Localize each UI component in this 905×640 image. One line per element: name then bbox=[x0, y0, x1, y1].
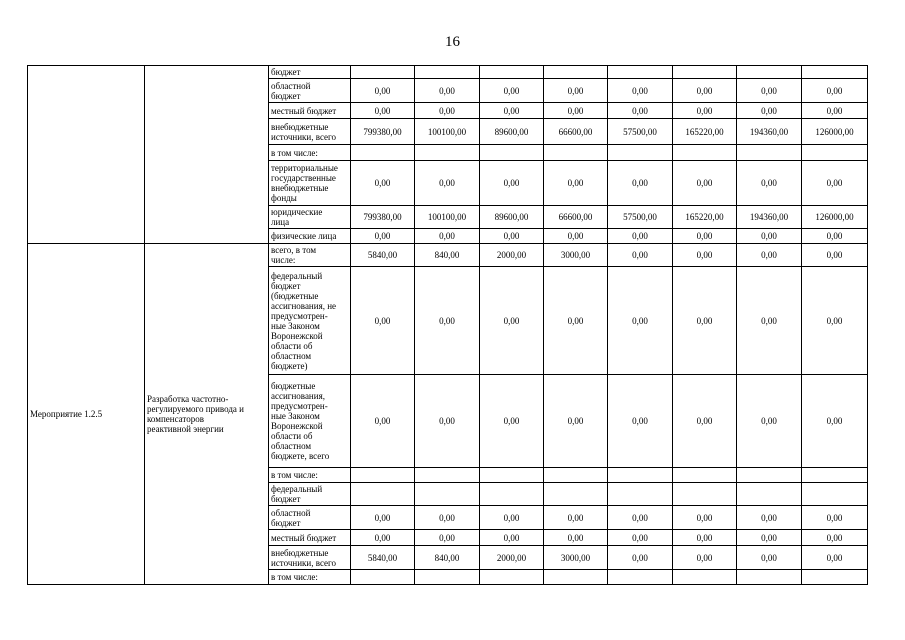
amount-cell: 0,00 bbox=[802, 375, 868, 468]
amount-cell bbox=[608, 483, 673, 506]
amount-cell bbox=[673, 145, 737, 161]
amount-cell: 194360,00 bbox=[737, 206, 802, 229]
amount-cell bbox=[480, 483, 544, 506]
amount-cell bbox=[673, 570, 737, 585]
amount-cell: 0,00 bbox=[480, 375, 544, 468]
table-row bbox=[28, 66, 868, 79]
amount-cell bbox=[673, 468, 737, 483]
amount-cell bbox=[415, 145, 480, 161]
amount-cell: 0,00 bbox=[737, 103, 802, 119]
amount-cell bbox=[415, 483, 480, 506]
amount-cell bbox=[544, 66, 608, 79]
funding-source-cell: областной бюджет bbox=[269, 79, 351, 103]
amount-cell: 0,00 bbox=[480, 530, 544, 546]
amount-cell: 0,00 bbox=[802, 506, 868, 530]
amount-cell: 0,00 bbox=[415, 375, 480, 468]
amount-cell bbox=[415, 570, 480, 585]
amount-cell: 0,00 bbox=[415, 161, 480, 206]
funding-source-cell: местный бюджет bbox=[269, 103, 351, 119]
amount-cell bbox=[608, 468, 673, 483]
amount-cell: 2000,00 bbox=[480, 546, 544, 570]
amount-cell: 5840,00 bbox=[351, 244, 415, 267]
amount-cell: 0,00 bbox=[737, 546, 802, 570]
amount-cell: 0,00 bbox=[802, 79, 868, 103]
amount-cell bbox=[802, 66, 868, 79]
amount-cell: 0,00 bbox=[673, 375, 737, 468]
amount-cell: 0,00 bbox=[480, 506, 544, 530]
funding-source-cell: внебюджетные источники, всего bbox=[269, 119, 351, 145]
amount-cell bbox=[802, 483, 868, 506]
amount-cell: 3000,00 bbox=[544, 244, 608, 267]
table-row bbox=[28, 244, 868, 267]
amount-cell: 0,00 bbox=[737, 267, 802, 375]
measure-description-cell: Разработка частотно- регулируемого привода и компенсаторов реактивной энергии bbox=[145, 244, 269, 585]
amount-cell: 0,00 bbox=[544, 267, 608, 375]
funding-source-cell: бюджет bbox=[269, 66, 351, 79]
amount-cell: 0,00 bbox=[480, 229, 544, 244]
amount-cell bbox=[480, 145, 544, 161]
amount-cell: 126000,00 bbox=[802, 206, 868, 229]
amount-cell bbox=[351, 570, 415, 585]
amount-cell: 0,00 bbox=[802, 161, 868, 206]
amount-cell: 0,00 bbox=[737, 244, 802, 267]
amount-cell: 5840,00 bbox=[351, 546, 415, 570]
amount-cell: 165220,00 bbox=[673, 119, 737, 145]
amount-cell: 66600,00 bbox=[544, 206, 608, 229]
amount-cell bbox=[351, 66, 415, 79]
amount-cell bbox=[544, 570, 608, 585]
amount-cell: 0,00 bbox=[415, 103, 480, 119]
amount-cell bbox=[480, 66, 544, 79]
amount-cell: 840,00 bbox=[415, 244, 480, 267]
amount-cell bbox=[802, 570, 868, 585]
amount-cell bbox=[351, 145, 415, 161]
budget-table bbox=[27, 65, 868, 585]
amount-cell: 840,00 bbox=[415, 546, 480, 570]
amount-cell: 799380,00 bbox=[351, 119, 415, 145]
amount-cell: 0,00 bbox=[802, 103, 868, 119]
amount-cell: 0,00 bbox=[415, 506, 480, 530]
continued-measure-label-cell bbox=[28, 66, 145, 244]
funding-source-cell: всего, в том числе: bbox=[269, 244, 351, 267]
amount-cell: 0,00 bbox=[544, 103, 608, 119]
amount-cell bbox=[351, 468, 415, 483]
amount-cell: 0,00 bbox=[608, 506, 673, 530]
funding-source-cell: юридические лица bbox=[269, 206, 351, 229]
amount-cell bbox=[673, 483, 737, 506]
amount-cell: 194360,00 bbox=[737, 119, 802, 145]
amount-cell bbox=[480, 570, 544, 585]
amount-cell: 0,00 bbox=[673, 229, 737, 244]
amount-cell bbox=[737, 145, 802, 161]
funding-source-cell: федеральный бюджет (бюджетные ассигнования, не предусмотрен- ные Законом Воронежской области об областном бюджете) bbox=[269, 267, 351, 375]
amount-cell bbox=[673, 66, 737, 79]
amount-cell: 0,00 bbox=[415, 267, 480, 375]
amount-cell: 0,00 bbox=[673, 79, 737, 103]
amount-cell: 0,00 bbox=[544, 530, 608, 546]
amount-cell: 0,00 bbox=[673, 267, 737, 375]
amount-cell: 0,00 bbox=[415, 79, 480, 103]
amount-cell bbox=[802, 468, 868, 483]
funding-source-cell: физические лица bbox=[269, 229, 351, 244]
amount-cell: 0,00 bbox=[544, 79, 608, 103]
amount-cell: 66600,00 bbox=[544, 119, 608, 145]
amount-cell bbox=[480, 468, 544, 483]
amount-cell: 0,00 bbox=[737, 530, 802, 546]
funding-source-cell: федеральный бюджет bbox=[269, 483, 351, 506]
amount-cell: 0,00 bbox=[351, 161, 415, 206]
funding-source-cell: областной бюджет bbox=[269, 506, 351, 530]
amount-cell: 0,00 bbox=[415, 229, 480, 244]
amount-cell: 2000,00 bbox=[480, 244, 544, 267]
amount-cell: 0,00 bbox=[737, 161, 802, 206]
amount-cell: 0,00 bbox=[737, 375, 802, 468]
amount-cell: 0,00 bbox=[802, 530, 868, 546]
amount-cell bbox=[608, 145, 673, 161]
amount-cell: 0,00 bbox=[351, 506, 415, 530]
amount-cell bbox=[737, 66, 802, 79]
funding-source-cell: в том числе: bbox=[269, 468, 351, 483]
amount-cell: 0,00 bbox=[351, 530, 415, 546]
amount-cell: 0,00 bbox=[351, 79, 415, 103]
amount-cell: 0,00 bbox=[608, 79, 673, 103]
measure-label-cell: Мероприятие 1.2.5 bbox=[28, 244, 145, 585]
funding-source-cell: в том числе: bbox=[269, 570, 351, 585]
amount-cell bbox=[415, 468, 480, 483]
amount-cell bbox=[544, 483, 608, 506]
amount-cell bbox=[544, 468, 608, 483]
amount-cell: 0,00 bbox=[608, 103, 673, 119]
amount-cell: 0,00 bbox=[673, 546, 737, 570]
amount-cell: 0,00 bbox=[802, 244, 868, 267]
amount-cell: 100100,00 bbox=[415, 206, 480, 229]
amount-cell: 0,00 bbox=[802, 546, 868, 570]
amount-cell: 0,00 bbox=[351, 103, 415, 119]
amount-cell: 0,00 bbox=[608, 267, 673, 375]
amount-cell: 0,00 bbox=[673, 506, 737, 530]
amount-cell: 0,00 bbox=[608, 244, 673, 267]
amount-cell: 0,00 bbox=[415, 530, 480, 546]
amount-cell: 57500,00 bbox=[608, 206, 673, 229]
amount-cell: 0,00 bbox=[737, 79, 802, 103]
amount-cell bbox=[544, 145, 608, 161]
amount-cell: 0,00 bbox=[351, 375, 415, 468]
amount-cell: 0,00 bbox=[544, 375, 608, 468]
amount-cell: 0,00 bbox=[608, 375, 673, 468]
amount-cell: 0,00 bbox=[480, 267, 544, 375]
amount-cell bbox=[351, 483, 415, 506]
amount-cell: 0,00 bbox=[544, 161, 608, 206]
amount-cell: 89600,00 bbox=[480, 119, 544, 145]
amount-cell: 0,00 bbox=[608, 546, 673, 570]
amount-cell: 126000,00 bbox=[802, 119, 868, 145]
funding-source-cell: бюджетные ассигнования, предусмотрен- ные Законом Воронежской области об областном бюджете, всего bbox=[269, 375, 351, 468]
funding-source-cell: внебюджетные источники, всего bbox=[269, 546, 351, 570]
amount-cell: 0,00 bbox=[351, 229, 415, 244]
amount-cell: 0,00 bbox=[608, 161, 673, 206]
amount-cell: 0,00 bbox=[480, 79, 544, 103]
amount-cell: 799380,00 bbox=[351, 206, 415, 229]
amount-cell: 0,00 bbox=[737, 506, 802, 530]
amount-cell bbox=[737, 483, 802, 506]
amount-cell: 3000,00 bbox=[544, 546, 608, 570]
amount-cell: 0,00 bbox=[673, 161, 737, 206]
funding-source-cell: местный бюджет bbox=[269, 530, 351, 546]
amount-cell: 0,00 bbox=[480, 103, 544, 119]
amount-cell: 89600,00 bbox=[480, 206, 544, 229]
amount-cell: 0,00 bbox=[608, 229, 673, 244]
continued-measure-description-cell bbox=[145, 66, 269, 244]
funding-source-cell: территориальные государственные внебюджетные фонды bbox=[269, 161, 351, 206]
amount-cell: 0,00 bbox=[673, 530, 737, 546]
amount-cell: 0,00 bbox=[673, 244, 737, 267]
amount-cell bbox=[737, 570, 802, 585]
amount-cell bbox=[608, 66, 673, 79]
amount-cell: 0,00 bbox=[351, 267, 415, 375]
amount-cell: 0,00 bbox=[544, 229, 608, 244]
amount-cell: 0,00 bbox=[608, 530, 673, 546]
amount-cell bbox=[415, 66, 480, 79]
amount-cell: 0,00 bbox=[802, 229, 868, 244]
amount-cell: 57500,00 bbox=[608, 119, 673, 145]
page-number: 16 bbox=[445, 34, 460, 50]
amount-cell: 0,00 bbox=[673, 103, 737, 119]
amount-cell bbox=[737, 468, 802, 483]
amount-cell: 0,00 bbox=[544, 506, 608, 530]
amount-cell bbox=[802, 145, 868, 161]
amount-cell: 0,00 bbox=[737, 229, 802, 244]
amount-cell: 165220,00 bbox=[673, 206, 737, 229]
amount-cell: 0,00 bbox=[802, 267, 868, 375]
amount-cell: 100100,00 bbox=[415, 119, 480, 145]
funding-source-cell: в том числе: bbox=[269, 145, 351, 161]
amount-cell bbox=[608, 570, 673, 585]
amount-cell: 0,00 bbox=[480, 161, 544, 206]
